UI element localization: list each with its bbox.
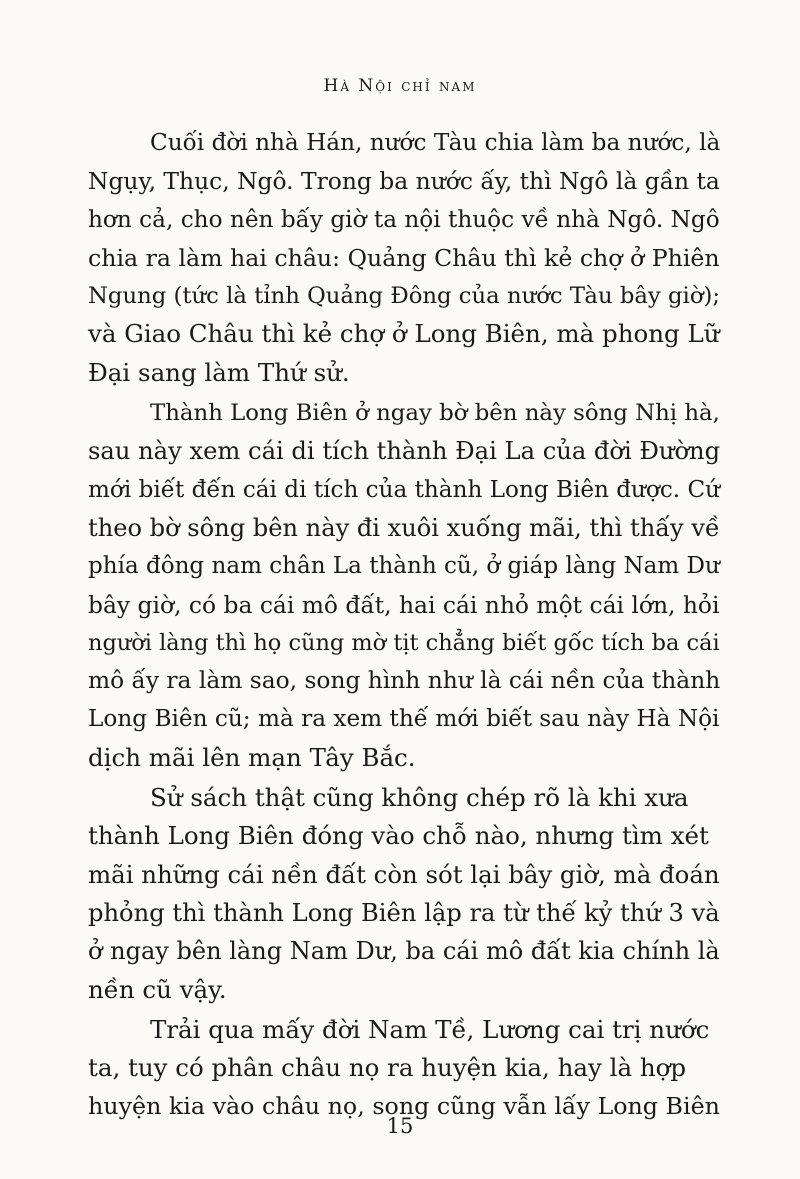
text-line: sau này xem cái di tích thành Đại La của đời Đường <box>88 437 721 466</box>
text-line: Ngung (tức là tỉnh Quảng Đông của nước Tàu bây giờ); <box>88 283 721 310</box>
text-line: mới biết đến cái di tích của thành Long Biên được. Cứ <box>88 476 721 503</box>
text-line: dịch mãi lên mạn Tây Bắc. <box>88 742 416 772</box>
text-line: Thành Long Biên ở ngay bờ bên này sông Nhị hà, <box>150 400 720 427</box>
paragraph <box>88 394 720 777</box>
text-line: Trải qua mấy đời Nam Tề, Lương cai trị nước <box>150 1014 710 1044</box>
text-line: Long Biên cũ; mà ra xem thế mới biết sau này Hà Nội <box>88 705 720 733</box>
text-line: nền cũ vậy. <box>88 974 227 1004</box>
text-line: theo bờ sông bên này đi xuôi xuống mãi, thì thấy về <box>88 513 720 542</box>
text-line: ở ngay bên làng Nam Dư, ba cái mô đất kia chính là <box>88 937 720 966</box>
text-line: và Giao Châu thì kẻ chợ ở Long Biên, mà phong Lữ <box>88 319 720 349</box>
text-line: hơn cả, cho nên bấy giờ ta nội thuộc về nhà Ngô. Ngô <box>88 205 720 233</box>
paragraph <box>88 124 720 392</box>
text-line: người làng thì họ cũng mờ tịt chẳng biết gốc tích ba cái <box>88 629 720 656</box>
text-line: thành Long Biên đóng vào chỗ nào, nhưng tìm xét <box>88 821 709 851</box>
text-line: ta, tuy có phân châu nọ ra huyện kia, hay là hợp <box>88 1053 687 1083</box>
text-line: phỏng thì thành Long Biên lập ra từ thế kỷ thứ 3 và <box>88 898 720 927</box>
text-line: bây giờ, có ba cái mô đất, hai cái nhỏ một cái lớn, hỏi <box>88 590 720 619</box>
text-line: huyện kia vào châu nọ, song cũng vẫn lấy Long Biên <box>88 1092 720 1121</box>
text-line: Đại sang làm Thứ sử. <box>88 357 350 387</box>
paragraph <box>88 779 720 1009</box>
text-line: Cuối đời nhà Hán, nước Tàu chia làm ba nước, là <box>150 130 721 156</box>
paragraph <box>88 1011 720 1126</box>
text-line: mãi những cái nền đất còn sót lại bây giờ, mà đoán <box>88 859 720 889</box>
running-header: Hà Nội chỉ nam <box>323 76 477 96</box>
text-line: chia ra làm hai châu: Quảng Châu thì kẻ chợ ở Phiên <box>88 243 720 272</box>
body-text <box>88 124 720 1128</box>
text-line: Sử sách thật cũng không chép rõ là khi xưa <box>150 783 689 813</box>
page-number: 15 <box>386 1114 414 1138</box>
text-line: Ngụy, Thục, Ngô. Trong ba nước ấy, thì Ngô là gần ta <box>88 167 720 196</box>
text-line: mô ấy ra làm sao, song hình như là cái nền của thành <box>88 667 721 695</box>
text-line: phía đông nam chân La thành cũ, ở giáp làng Nam Dư <box>88 553 720 580</box>
